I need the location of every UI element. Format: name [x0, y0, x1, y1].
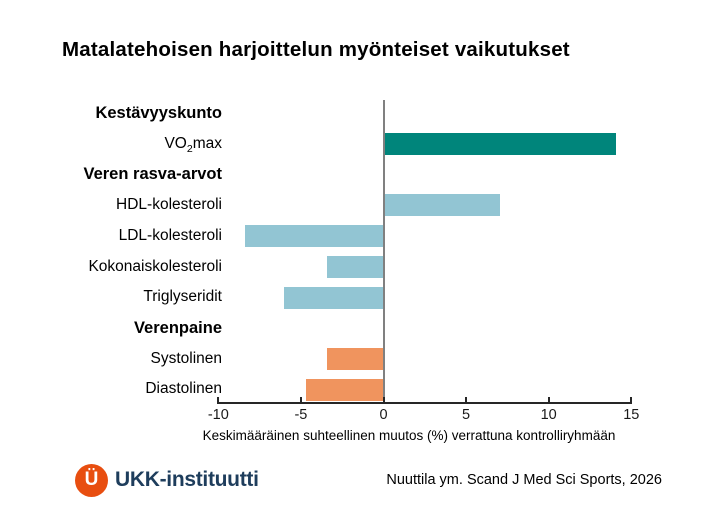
x-axis-tick — [548, 397, 550, 402]
x-axis-tick-label: 15 — [623, 407, 640, 423]
ukk-logo — [75, 463, 259, 497]
bar-label: LDL-kolesteroli — [118, 226, 222, 244]
bar-diastolinen — [306, 379, 384, 401]
x-axis-tick-label: 0 — [379, 407, 388, 423]
source-citation: Nuuttila ym. Scand J Med Sci Sports, 2026 — [386, 472, 662, 488]
bar-kokonaiskolesteroli — [327, 256, 383, 278]
x-axis-tick — [217, 397, 219, 402]
bar-label: Systolinen — [150, 349, 222, 367]
bar-vo-max — [385, 133, 616, 155]
x-axis-tick — [465, 397, 467, 402]
bar-triglyseridit — [284, 287, 383, 309]
bar-label: Kokonaiskolesteroli — [88, 257, 222, 275]
x-axis-caption: Keskimääräinen suhteellinen muutos (%) verrattuna kontrolliryhmään — [202, 428, 616, 443]
bar-label: HDL-kolesteroli — [116, 196, 222, 214]
x-axis-tick — [383, 397, 385, 402]
x-axis-line — [217, 402, 632, 404]
bar-hdl-kolesteroli — [385, 194, 501, 216]
bar-label: $VO_2\max$ — [164, 134, 222, 155]
x-axis-tick — [300, 397, 302, 402]
group-header-label: Verenpaine — [133, 318, 222, 337]
bar-label: Diastolinen — [145, 380, 222, 398]
ukk-logo-text: UKK-instituutti — [115, 468, 259, 491]
x-axis-tick-label: -10 — [207, 407, 229, 423]
x-axis-tick-label: 10 — [540, 407, 557, 423]
x-axis-tick-label: 5 — [462, 407, 471, 423]
x-axis-tick-label: -5 — [294, 407, 308, 423]
x-axis-tick — [630, 397, 632, 402]
group-header-label: Veren rasva-arvot — [83, 165, 222, 184]
bar-label: Triglyseridit — [143, 288, 222, 306]
bar-ldl-kolesteroli — [245, 225, 384, 247]
page-title: Matalatehoisen harjoittelun myönteiset vaikutukset — [62, 38, 570, 61]
bar-systolinen — [327, 348, 383, 370]
group-header-label: Kestävyyskunto — [95, 104, 222, 122]
ukk-logo-mark-icon: Ü — [75, 464, 108, 497]
